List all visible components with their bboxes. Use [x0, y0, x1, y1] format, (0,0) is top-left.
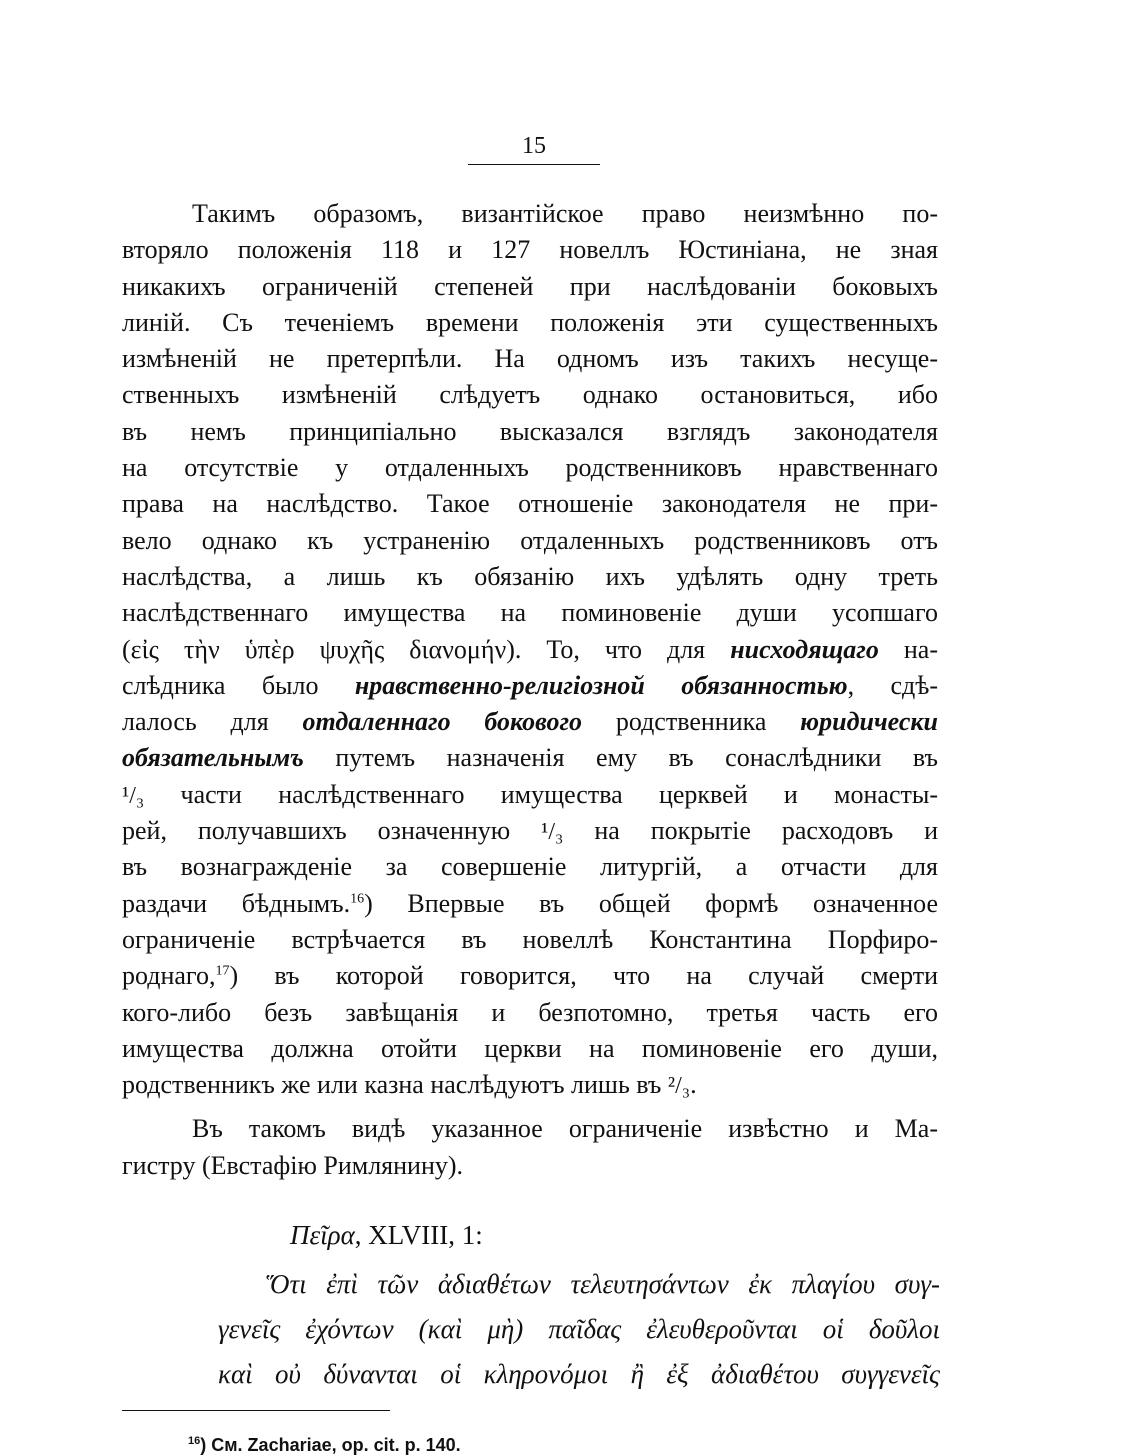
citation-ref: , XLVIII, 1:: [354, 1220, 483, 1250]
text-line: кого-либо безъ завѣщанiя и безпотомно, третья часть его: [122, 997, 938, 1027]
text-run: раздачи бѣднымъ.: [122, 888, 351, 918]
quote-line: Ὅτι ἐπὶ τῶν ἀδιαθέτων τελευτησάντων ἐκ πλαγίου συγ-: [266, 1269, 940, 1299]
emphasis-text: юридически: [800, 707, 938, 737]
text-line: [122, 1067, 938, 1103]
quote-line: καὶ οὐ δύνανται οἱ κληρονόμοι ἢ ἐξ ἀδιαθέτου συγγενεῖς: [218, 1359, 940, 1389]
text-line: [122, 886, 938, 922]
text-line: права на наслѣдство. Такое отношенiе законодателя не при-: [122, 489, 938, 519]
citation-source: Πεῖρα: [290, 1220, 355, 1250]
text-line: ственныхъ измѣненiй слѣдуетъ однако остановиться, ибо: [122, 380, 938, 410]
footnote-mark: 16: [188, 1435, 201, 1447]
text-run: ) Впервые въ общей формѣ означенное: [364, 888, 938, 918]
text-line: измѣненiй не претерпѣли. На одномъ изъ такихъ несуще-: [122, 344, 938, 374]
text-line: [122, 704, 938, 740]
fraction: ¹/₃: [122, 782, 145, 809]
text-line: наслѣдственнаго имущества на поминовенiе души усопшаго: [122, 598, 938, 628]
text-line: въ вознагражденiе за совершенiе литургiй, а отчасти для: [122, 852, 938, 882]
main-text: [122, 196, 938, 1184]
text-line: [122, 813, 938, 849]
text-line: въ немъ принципiально высказался взглядъ законодателя: [122, 416, 938, 446]
fraction: ¹/₃: [541, 819, 564, 846]
quote-line: γενεῖς ἐχόντων (καὶ μὴ) παῖδας ἐλευθεροῦνται οἱ δοῦλοι: [218, 1314, 940, 1344]
emphasis-text: отдаленнаго бокового: [302, 707, 583, 737]
text-line: [122, 668, 938, 704]
text-run: части наслѣдственнаго имущества церквей и монасты-: [144, 779, 938, 809]
text-line: Въ такомъ видѣ указанное ограниченiе извѣстно и Ма-: [192, 1114, 938, 1144]
footnote: [188, 1434, 461, 1456]
text-line: ограниченiе встрѣчается въ новеллѣ Константина Порфиро-: [122, 924, 938, 954]
greek-quote: [218, 1262, 940, 1397]
text-line: [122, 777, 938, 813]
text-run: родственника: [582, 707, 801, 737]
citation-heading: [290, 1217, 483, 1253]
text-line: Такимъ образомъ, византiйское право неизмѣнно по-: [192, 199, 938, 228]
text-line: никакихъ ограниченiй степеней при наслѣдованiи боковыхъ: [122, 271, 938, 301]
emphasis-text: нравственно-религiозной обязанностью: [354, 670, 848, 700]
text-run: .: [690, 1070, 697, 1100]
text-run: лалось для: [122, 707, 303, 737]
text-line: [122, 958, 938, 994]
text-line: имущества должна отойти церкви на поминовенiе его души,: [122, 1033, 938, 1063]
text-run: на-: [878, 634, 938, 664]
text-line: линiй. Съ теченiемъ времени положенiя эти существенныхъ: [122, 307, 938, 337]
text-line: [122, 740, 938, 776]
text-line: [122, 632, 938, 668]
emphasis-text: обязательнымъ: [122, 743, 304, 773]
text-run: на покрытiе расходовъ и: [563, 816, 938, 846]
text-line: наслѣдства, а лишь къ обязанiю ихъ удѣлять одну треть: [122, 561, 938, 591]
footnote-text: ) См. Zachariae, op. cit. p. 140.: [200, 1435, 461, 1455]
text-run: , сдѣ-: [847, 670, 939, 700]
text-run: роднаго,: [122, 961, 216, 991]
text-run: рей, получавшихъ означенную: [122, 816, 542, 846]
text-run: (εἰς τὴν ὑπὲρ ψυχῆς διανομήν). То, что для: [122, 634, 731, 664]
footnote-ref[interactable]: 17: [215, 963, 230, 979]
emphasis-text: нисходящаго: [730, 634, 879, 664]
footnote-ref[interactable]: 16: [350, 890, 365, 906]
text-run: ) въ которой говорится, что на случай смерти: [229, 961, 938, 991]
text-run: родственникъ же или казна наслѣдуютъ лишь въ: [122, 1070, 668, 1100]
fraction: ²/₃: [667, 1073, 691, 1100]
page-number: 15: [468, 128, 600, 165]
footnote-divider: [122, 1410, 390, 1411]
text-line: вторяло положенiя 118 и 127 новеллъ Юстинiана, не зная: [122, 235, 938, 265]
text-line: гистру (Евстафiю Римлянину).: [122, 1150, 464, 1180]
text-line: вело однако къ устраненiю отдаленныхъ родственниковъ отъ: [122, 525, 938, 555]
text-run: путемъ назначенiя ему въ сонаслѣдники въ: [303, 743, 938, 773]
text-run: слѣдника было: [122, 670, 355, 700]
text-line: на отсутствiе у отдаленныхъ родственниковъ нравственнаго: [122, 453, 938, 483]
